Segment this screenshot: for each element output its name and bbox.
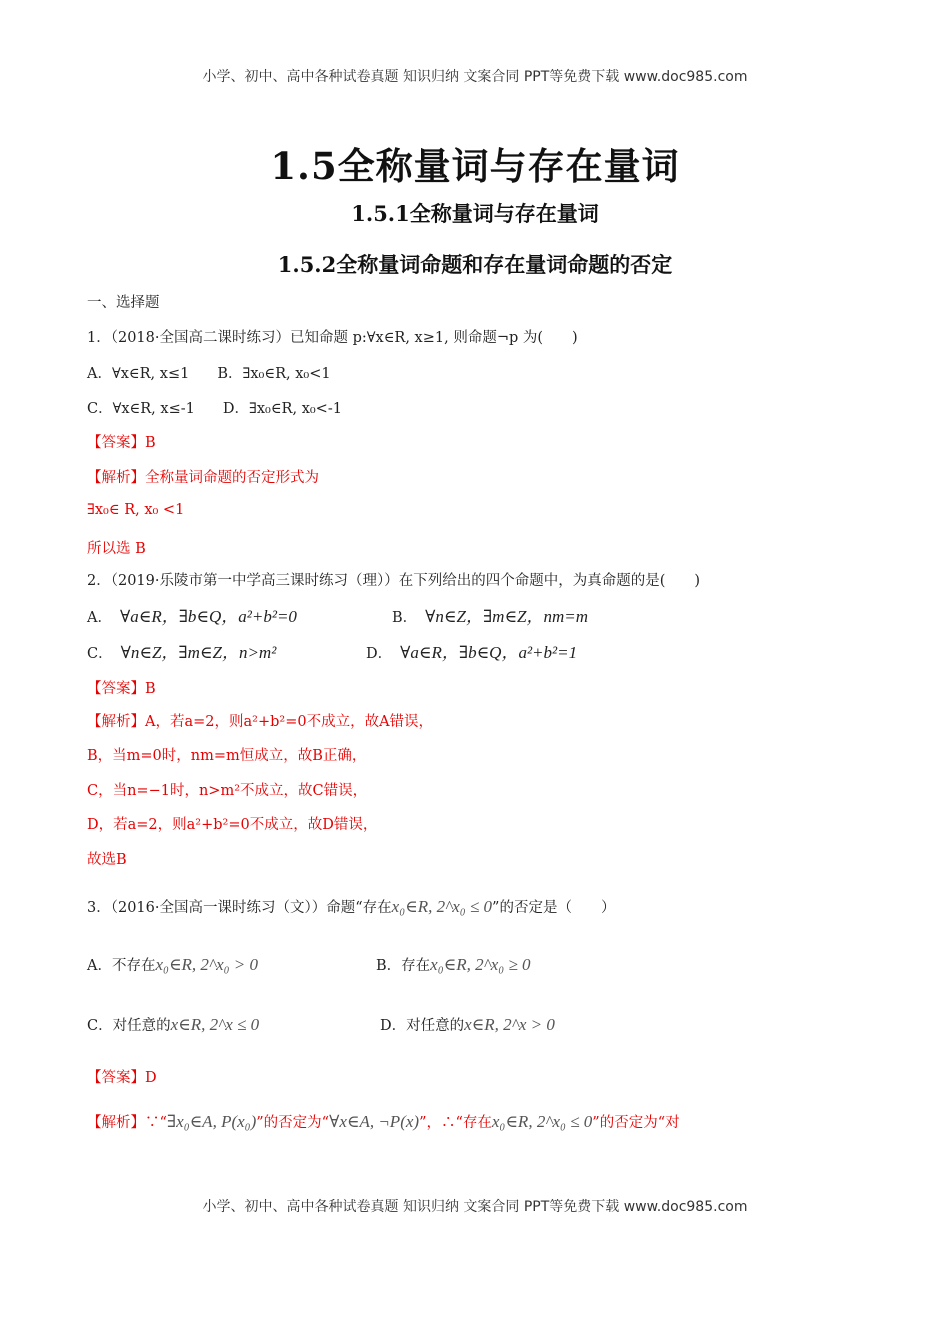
page-header: 小学、初中、高中各种试卷真题 知识归纳 文案合同 PPT等免费下载 www.doc985.com — [202, 69, 748, 85]
q2-option-d-math: ∀a∈R，∃b∈Q，a²+b²=1 — [400, 643, 578, 662]
q2-option-c-label: C． — [87, 646, 113, 662]
q1-explanation-end: 所以选 B — [87, 541, 146, 557]
q2-option-b-label: B． — [392, 610, 418, 626]
q2-options-ab — [87, 602, 297, 627]
section-heading: 一、选择题 — [87, 295, 160, 311]
q3-stem-pre: 3．（2016·全国高一课时练习（文））命题“存在 — [87, 900, 392, 916]
q3-exp-text-1: ”的否定为“ — [256, 1115, 330, 1131]
q3-option-c-math: x∈R, 2^x ≤ 0 — [170, 1015, 260, 1034]
q1-explanation-formula: ∃x₀∈ R, x₀ <1 — [87, 502, 185, 518]
q3-option-a — [87, 954, 258, 975]
q2-option-c-math: ∀n∈Z，∃m∈Z，n>m² — [120, 643, 277, 662]
subtitle-2: 1.5.2全称量词命题和存在量词命题的否定 — [277, 252, 673, 277]
q3-stem-math: x₀∈R, 2^x₀ ≤ 0 — [391, 897, 493, 916]
q3-option-b-math: x₀∈R, 2^x₀ ≥ 0 — [430, 955, 531, 974]
q1-options-ab — [87, 362, 331, 383]
q3-exp-math-1: ∃x₀∈A, P(x₀) — [166, 1112, 257, 1131]
q3-option-b-label: B．存在 — [376, 958, 431, 974]
q3-option-c-label: C．对任意的 — [87, 1018, 171, 1034]
q3-exp-text-3: ”的否定为“对 — [592, 1115, 680, 1131]
q3-exp-math-2: ∀x∈A, ¬P(x) — [329, 1112, 420, 1131]
q3-option-d-math: x∈R, 2^x > 0 — [464, 1015, 555, 1034]
q1-stem: 1．（2018·全国高二课时练习）已知命题 p:∀x∈R, x≥1, 则命题¬p 为( ) — [87, 330, 578, 346]
q2-option-d — [366, 638, 577, 663]
q3-answer: 【答案】D — [87, 1070, 157, 1086]
q2-stem: 2．（2019·乐陵市第一中学高三课时练习（理））在下列给出的四个命题中，为真命题的是( ) — [87, 573, 701, 589]
q3-option-d-label: D．对任意的 — [380, 1018, 465, 1034]
q1-option-a: A．∀x∈R, x≤1 — [87, 366, 190, 382]
page-footer: 小学、初中、高中各种试卷真题 知识归纳 文案合同 PPT等免费下载 www.doc985.com — [202, 1199, 748, 1215]
q2-option-b — [392, 602, 588, 627]
q3-exp-math-3: x₀∈R, 2^x₀ ≤ 0 — [491, 1112, 593, 1131]
q2-explanation-3: C，当n=−1时，n>m²不成立，故C错误， — [87, 783, 368, 799]
q1-options-cd — [87, 397, 342, 418]
q1-option-b: B．∃x₀∈R, x₀<1 — [217, 366, 331, 382]
q3-option-a-math: x₀∈R, 2^x₀ > 0 — [155, 955, 259, 974]
q3-option-d — [380, 1014, 555, 1035]
q1-option-c: C．∀x∈R, x≤-1 — [87, 401, 195, 417]
q1-option-d: D．∃x₀∈R, x₀<-1 — [222, 401, 342, 417]
q3-option-b — [376, 954, 531, 975]
q2-explanation-5: 故选B — [87, 852, 127, 868]
q2-answer: 【答案】B — [87, 681, 156, 697]
q3-option-c — [87, 1014, 259, 1035]
q2-explanation-2: B，当m=0时，nm=m恒成立，故B正确， — [87, 748, 367, 764]
q3-option-a-label: A．不存在 — [87, 958, 156, 974]
q3-stem — [87, 896, 615, 917]
q3-stem-post: ”的否定是（ ） — [492, 900, 616, 916]
q2-explanation-1: 【解析】A，若a=2，则a²+b²=0不成立，故A错误， — [87, 714, 434, 730]
q1-answer: 【答案】B — [87, 435, 156, 451]
q2-option-a-math: ∀a∈R，∃b∈Q，a²+b²=0 — [119, 607, 297, 626]
q2-option-a-label: A． — [87, 610, 112, 626]
q2-explanation-4: D，若a=2，则a²+b²=0不成立，故D错误， — [87, 817, 378, 833]
q1-explanation-head: 【解析】全称量词命题的否定形式为 — [87, 470, 319, 486]
q3-exp-head: 【解析】∵“ — [87, 1115, 167, 1131]
subtitle-1: 1.5.1全称量词与存在量词 — [351, 201, 599, 226]
main-title: 1.5全称量词与存在量词 — [270, 144, 680, 188]
q3-explanation — [87, 1111, 680, 1132]
q3-exp-text-2: ”，∴“存在 — [419, 1115, 492, 1131]
q2-options-cd — [87, 638, 276, 663]
q2-option-d-label: D． — [366, 646, 393, 662]
q2-option-b-math: ∀n∈Z，∃m∈Z，nm=m — [425, 607, 589, 626]
